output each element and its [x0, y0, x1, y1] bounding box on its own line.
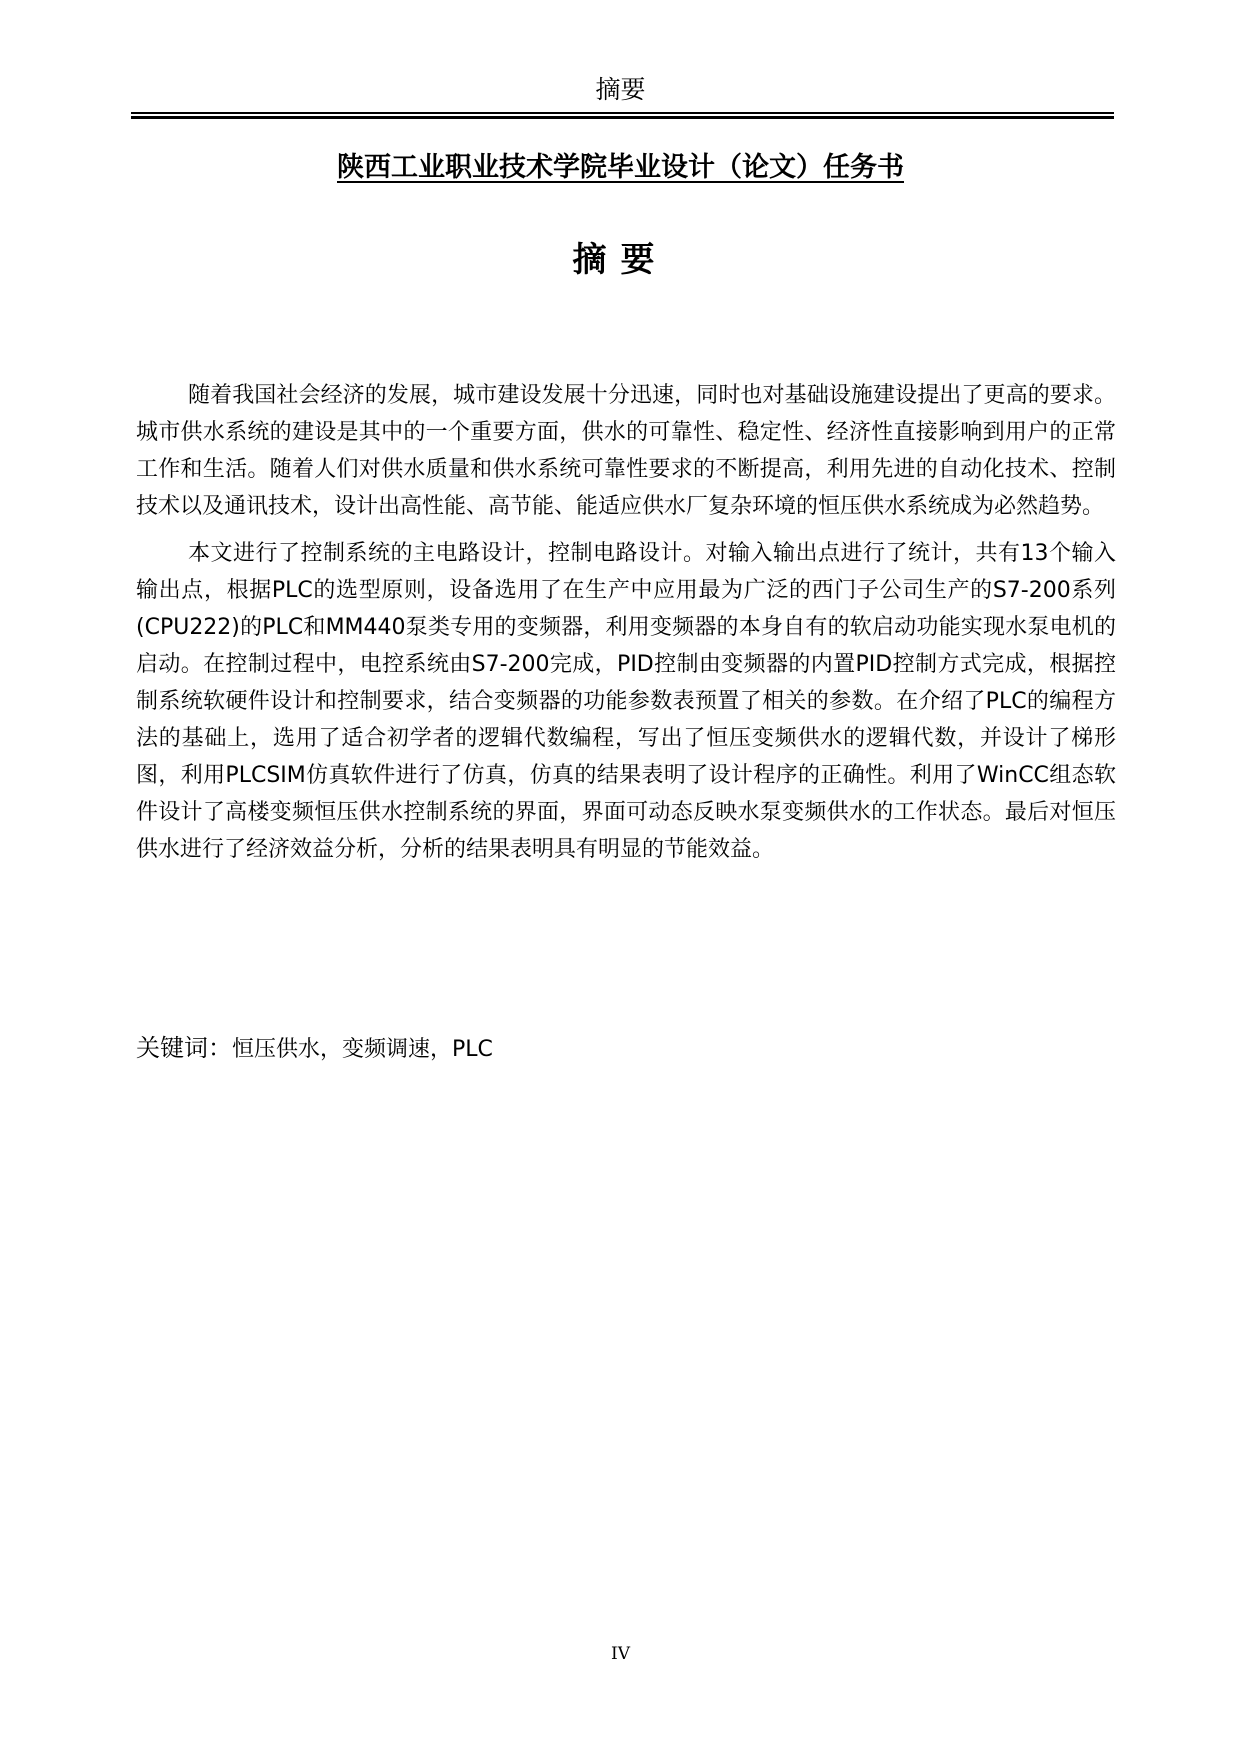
- document-title: 陕西工业职业技术学院毕业设计（论文）任务书: [337, 152, 904, 183]
- running-header: 摘要: [595, 75, 646, 104]
- abstract-heading: 摘要: [572, 240, 669, 280]
- abstract-paragraph-1: 随着我国社会经济的发展，城市建设发展十分迅速，同时也对基础设施建设提出了更高的要求。城市供水系统的建设是其中的一个重要方面，供水的可靠性、稳定性、经济性直接影响到用户的正常工作和生活。随着人们对供水质量和供水系统可靠性要求的不断提高，利用先进的自动化技术、控制技术以及通讯技术，设计出高性能、高节能、能适应供水厂复杂环境的恒压供水系统成为必然趋势。: [136, 383, 1116, 519]
- abstract-body: [136, 377, 1116, 878]
- page-number: IV: [611, 1644, 630, 1664]
- header-rule-thick: [131, 116, 1114, 119]
- abstract-paragraph-2: 本文进行了控制系统的主电路设计，控制电路设计。对输入输出点进行了统计，共有13个输入输出点，根据PLC的选型原则，设备选用了在生产中应用最为广泛的西门子公司生产的S7-200系列(CPU222)的PLC和MM440泵类专用的变频器，利用变频器的本身自有的软启动功能实现水泵电机的启动。在控制过程中，电控系统由S7-200完成，PID控制由变频器的内置PID控制方式完成，根据控制系统软硬件设计和控制要求，结合变频器的功能参数表预置了相关的参数。在介绍了PLC的编程方法的基础上，选用了适合初学者的逻辑代数编程，写出了恒压变频供水的逻辑代数，并设计了梯形图，利用PLCSIM仿真软件进行了仿真，仿真的结果表明了设计程序的正确性。利用了WinCC组态软件设计了高楼变频恒压供水控制系统的界面，界面可动态反映水泵变频供水的工作状态。最后对恒压供水进行了经济效益分析，分析的结果表明具有明显的节能效益。: [136, 541, 1116, 862]
- header-rule-thin: [131, 112, 1114, 114]
- keywords-label: 关键词：: [136, 1034, 232, 1062]
- keywords-line: [136, 1030, 1116, 1068]
- keywords-value: 恒压供水，变频调速，PLC: [232, 1037, 493, 1062]
